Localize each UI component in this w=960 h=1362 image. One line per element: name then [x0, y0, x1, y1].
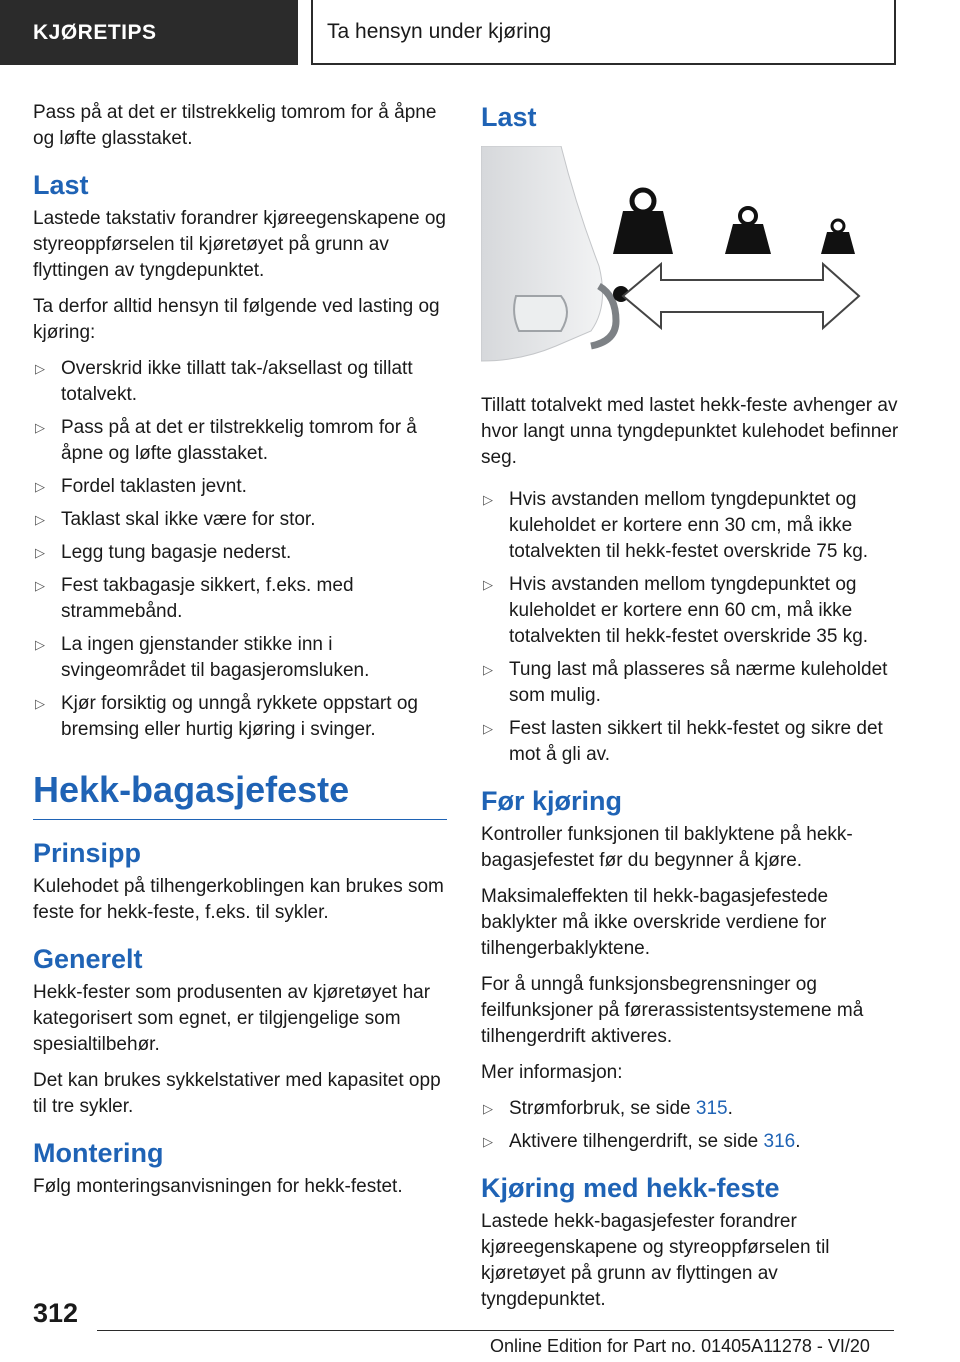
list-item: ▷ Pass på at det er tilstrekkelig tomrom for å åpne og løfte glasstaket.: [35, 417, 417, 464]
left-column: [33, 100, 447, 1210]
triangle-bullet-icon: ▷: [483, 492, 493, 507]
more-info-label: Mer informasjon:: [481, 1062, 623, 1083]
triangle-bullet-icon: ▷: [483, 721, 493, 736]
intro-paragraph: Pass på at det er tilstrekkelig tomrom for å åpne og løfte glasstaket.: [33, 102, 437, 149]
montering-heading: Montering: [33, 1138, 164, 1168]
footer-divider: [97, 1330, 894, 1331]
triangle-bullet-icon: ▷: [35, 637, 45, 652]
triangle-bullet-icon: ▷: [35, 545, 45, 560]
triangle-bullet-icon: ▷: [483, 577, 493, 592]
exhaust-shape: [514, 296, 567, 331]
edition-text: Online Edition for Part no. 01405A11278 - VI/20: [490, 1336, 870, 1356]
page-link-316[interactable]: 316: [763, 1131, 796, 1152]
triangle-bullet-icon: ▷: [35, 512, 45, 527]
list-item: ▷ Tung last må plasseres så nærme kuleholdet som mulig.: [483, 659, 888, 706]
triangle-bullet-icon: ▷: [483, 1134, 493, 1149]
chapter-title: Ta hensyn under kjøring: [327, 19, 552, 43]
triangle-bullet-icon: ▷: [35, 361, 45, 376]
list-item: ▷ Strømforbruk, se side 315.: [481, 1096, 899, 1122]
list-item: ▷ Overskrid ikke tillatt tak-/aksellast og tillatt totalvekt.: [35, 358, 413, 405]
list-item: ▷ Kjør forsiktig og unngå rykkete oppstart og bremsing eller hurtig kjøring i svinger.: [35, 693, 418, 740]
generelt-heading: Generelt: [33, 944, 143, 974]
for-kjoring-heading: Før kjøring: [481, 786, 622, 816]
section-tab: [0, 0, 298, 65]
list-item: ▷ Legg tung bagasje nederst.: [33, 540, 447, 566]
list-item: ▷ Fest lasten sikkert til hekk-festet og sikre det mot å gli av.: [483, 718, 883, 765]
right-column: [481, 100, 899, 1323]
list-item: ▷ Fest takbagasje sikkert, f.eks. med strammebånd.: [35, 575, 354, 622]
kjoring-med-heading: Kjøring med hekk-feste: [481, 1173, 780, 1203]
load-distance-illustration: [481, 146, 899, 366]
triangle-bullet-icon: ▷: [35, 420, 45, 435]
figure-caption: Tillatt totalvekt med lastet hekk-feste avhenger av hvor langt unna tyngdepunktet kulehodet befinner seg.: [481, 395, 899, 468]
triangle-bullet-icon: ▷: [35, 578, 45, 593]
hitch-load-list: [481, 487, 899, 768]
list-item: ▷ Aktivere tilhengerdrift, se side 316.: [481, 1129, 899, 1155]
triangle-bullet-icon: ▷: [483, 662, 493, 677]
prinsipp-heading: Prinsipp: [33, 838, 142, 868]
for-kjoring-paragraph-2: Maksimaleffekten til hekk-bagasjefestede baklykter må ikke overskride verdiene for tilhengerbaklyktene.: [481, 886, 829, 959]
list-item: ▷ Fordel taklasten jevnt.: [33, 474, 447, 500]
generelt-paragraph-1: Hekk-fester som produsenten av kjøretøyet har kategorisert som egnet, er tilgjengelige som spesialtilbehør.: [33, 982, 431, 1055]
list-item: ▷ Hvis avstanden mellom tyngdepunktet og kuleholdet er kortere enn 60 cm, må ikke totalvekten til hekk-festet overskride 35 kg.: [483, 574, 869, 647]
list-item: ▷ Hvis avstanden mellom tyngdepunktet og kuleholdet er kortere enn 30 cm, må ikke totalvekten til hekk-festet overskride 75 kg.: [483, 489, 869, 562]
page-number: 312: [33, 1298, 79, 1328]
last-heading-right: Last: [481, 102, 537, 132]
list-item: ▷ Taklast skal ikke være for stor.: [33, 507, 447, 533]
triangle-bullet-icon: ▷: [483, 1101, 493, 1116]
triangle-bullet-icon: ▷: [35, 696, 45, 711]
last-heading: Last: [33, 170, 89, 200]
montering-paragraph: Følg monteringsanvisningen for hekk-festet.: [33, 1176, 403, 1197]
for-kjoring-paragraph-3: For å unngå funksjonsbegrensninger og feilfunksjoner på førerassistentsystemene må tilhengerdrift aktiveres.: [481, 974, 864, 1047]
last-paragraph-2: Ta derfor alltid hensyn til følgende ved lasting og kjøring:: [33, 296, 440, 343]
for-kjoring-paragraph-1: Kontroller funksjonen til baklyktene på hekk-bagasjefestet før du begynner å kjøre.: [481, 824, 853, 871]
page-link-315[interactable]: 315: [695, 1098, 728, 1119]
prinsipp-paragraph: Kulehodet på tilhengerkoblingen kan brukes som feste for hekk-feste, f.eks. til sykler.: [33, 876, 444, 923]
chapter-tab: [311, 0, 896, 65]
roof-load-list: [33, 356, 447, 743]
reference-list: [481, 1096, 899, 1155]
main-heading: Hekk-bagasjefeste: [33, 767, 447, 820]
last-paragraph-1: Lastede takstativ forandrer kjøreegenskapene og styreoppførselen til kjøretøyet på grunn av flyttingen av tyngdepunktet.: [33, 208, 446, 281]
generelt-paragraph-2: Det kan brukes sykkelstativer med kapasitet opp til tre sykler.: [33, 1070, 441, 1117]
kjoring-med-paragraph: Lastede hekk-bagasjefester forandrer kjøreegenskapene og styreoppførselen til kjøretøyet på grunn av flyttingen av tyngdepunktet.: [481, 1211, 830, 1310]
list-item: ▷ La ingen gjenstander stikke inn i svingeområdet til bagasjeromsluken.: [35, 634, 370, 681]
triangle-bullet-icon: ▷: [35, 479, 45, 494]
section-title: KJØRETIPS: [33, 20, 157, 44]
